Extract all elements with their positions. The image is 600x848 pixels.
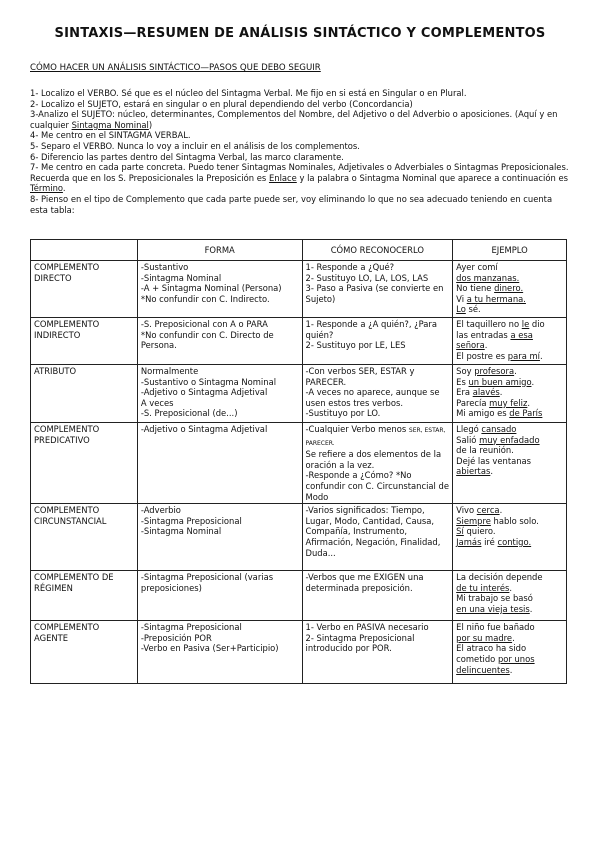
page-title: SINTAXIS—RESUMEN DE ANÁLISIS SINTÁCTICO Y COMPLEMENTOS <box>54 26 546 41</box>
table-row <box>31 261 567 318</box>
complement-reconocer: 1- Responde a ¿Qué? 2- Sustituyo LO, LA, LOS, LAS 3- Paso a Pasiva (se convierte en Sujeto) <box>302 261 453 318</box>
table-row <box>31 504 567 571</box>
complement-reconocer: -Con verbos SER, ESTAR y PARECER. -A veces no aparece, aunque se usen estos tres verbos. -Sustituyo por LO. <box>302 365 453 423</box>
complement-reconocer: -Varios significados: Tiempo, Lugar, Modo, Cantidad, Causa, Compañía, Instrumento, Afirmación, Negación, Finalidad, Duda... <box>302 504 453 571</box>
complement-name: ATRIBUTO <box>31 365 138 423</box>
complement-reconocer: 1- Responde a ¿A quién?, ¿Para quién? 2- Sustituyo por LE, LES <box>302 318 453 365</box>
complement-reconocer: -Cualquier Verbo menos SER, ESTAR, PARECER. Se refiere a dos elementos de la oración a la vez. -Responde a ¿Cómo? *No confundir con C. Circunstancial de Modo <box>302 423 453 504</box>
complement-forma: -Sintagma Preposicional -Preposición POR -Verbo en Pasiva (Ser+Participio) <box>137 621 302 684</box>
step-3: 3-Analizo el SUJETO: núcleo, determinantes, Complementos del Nombre, del Adjetivo o del Adverbio o aposiciones. (Aquí y en cualquier Sintagma Nominal) <box>30 109 558 130</box>
complement-reconocer: -Verbos que me EXIGEN una determinada preposición. <box>302 571 453 621</box>
section-subtitle: CÓMO HACER UN ANÁLISIS SINTÁCTICO—PASOS QUE DEBO SEGUIR <box>30 63 321 73</box>
complement-ejemplo: Soy profesora. Es un buen amigo. Era alavés. Parecía muy feliz. Mi amigo es de París <box>453 365 567 423</box>
complement-ejemplo: Vivo cerca. Siempre hablo solo. Sí quiero. Jamás iré contigo. <box>453 504 567 571</box>
step-5: 5- Separo el VERBO. Nunca lo voy a incluir en el análisis de los complementos. <box>30 140 360 151</box>
table-row <box>31 621 567 684</box>
step-7: 7- Me centro en cada parte concreta. Puedo tener Sintagmas Nominales, Adjetivales o Adverbiales o Sintagmas Preposicionales. Recuerda que en los S. Preposicionales la Preposición es Enlace y la palabra o Sintagma Nominal que aparece a continuación es Término. <box>30 162 569 194</box>
step-4: 4- Me centro en el SINTAGMA VERBAL. <box>30 130 191 141</box>
complement-ejemplo: Ayer comí dos manzanas. No tiene dinero. Vi a tu hermana. Lo sé. <box>453 261 567 318</box>
complement-name: COMPLEMENTO AGENTE <box>31 621 138 684</box>
complement-forma: -S. Preposicional con A o PARA *No confundir con C. Directo de Persona. <box>137 318 302 365</box>
complement-ejemplo: El taquillero no le dio las entradas a esa señora. El postre es para mí. <box>453 318 567 365</box>
step-6: 6- Diferencio las partes dentro del Sintagma Verbal, las marco claramente. <box>30 151 344 162</box>
step-8: 8- Pienso en el tipo de Complemento que cada parte puede ser, voy eliminando lo que no sea adecuado teniendo en cuenta esta tabla: <box>30 193 553 215</box>
complement-forma: Normalmente -Sustantivo o Sintagma Nominal -Adjetivo o Sintagma Adjetival A veces -S. Preposicional (de...) <box>137 365 302 423</box>
step-1: 1- Localizo el VERBO. Sé que es el núcleo del Sintagma Verbal. Me fijo en si está en Singular o en Plural. <box>30 88 467 98</box>
complement-ejemplo: Llegó cansado Salió muy enfadado de la reunión. Dejé las ventanas abiertas. <box>453 423 567 504</box>
complement-name: COMPLEMENTO PREDICATIVO <box>31 423 138 504</box>
complement-ejemplo: El niño fue bañado por su madre. El atraco ha sido cometido por unos delincuentes. <box>453 621 567 684</box>
header-empty <box>31 240 138 261</box>
table-header-row <box>31 240 567 261</box>
complement-forma: -Adjetivo o Sintagma Adjetival <box>137 423 302 504</box>
header-reconocer: CÓMO RECONOCERLO <box>302 240 453 261</box>
complement-forma: -Adverbio -Sintagma Preposicional -Sintagma Nominal <box>137 504 302 571</box>
table-row <box>31 365 567 423</box>
table-row <box>31 423 567 504</box>
complement-name: COMPLEMENTO DIRECTO <box>31 261 138 318</box>
step-2: 2- Localizo el SUJETO, estará en singular o en plural dependiendo del verbo (Concordancia) <box>30 98 413 109</box>
table-row <box>31 571 567 621</box>
complement-reconocer: 1- Verbo en PASIVA necesario 2- Sintagma Preposicional introducido por POR. <box>302 621 453 684</box>
complement-forma: -Sintagma Preposicional (varias preposiciones) <box>137 571 302 621</box>
steps-list <box>30 88 570 215</box>
header-forma: FORMA <box>137 240 302 261</box>
complement-name: COMPLEMENTO INDIRECTO <box>31 318 138 365</box>
complement-name: COMPLEMENTO DE RÉGIMEN <box>31 571 138 621</box>
table-row <box>31 318 567 365</box>
complement-name: COMPLEMENTO CIRCUNSTANCIAL <box>31 504 138 571</box>
complement-ejemplo: La decisión depende de tu interés. Mi trabajo se basó en una vieja tesis. <box>453 571 567 621</box>
complement-forma: -Sustantivo -Sintagma Nominal -A + Sintagma Nominal (Persona) *No confundir con C. Indirecto. <box>137 261 302 318</box>
complements-table <box>30 239 567 684</box>
header-ejemplo: EJEMPLO <box>453 240 567 261</box>
